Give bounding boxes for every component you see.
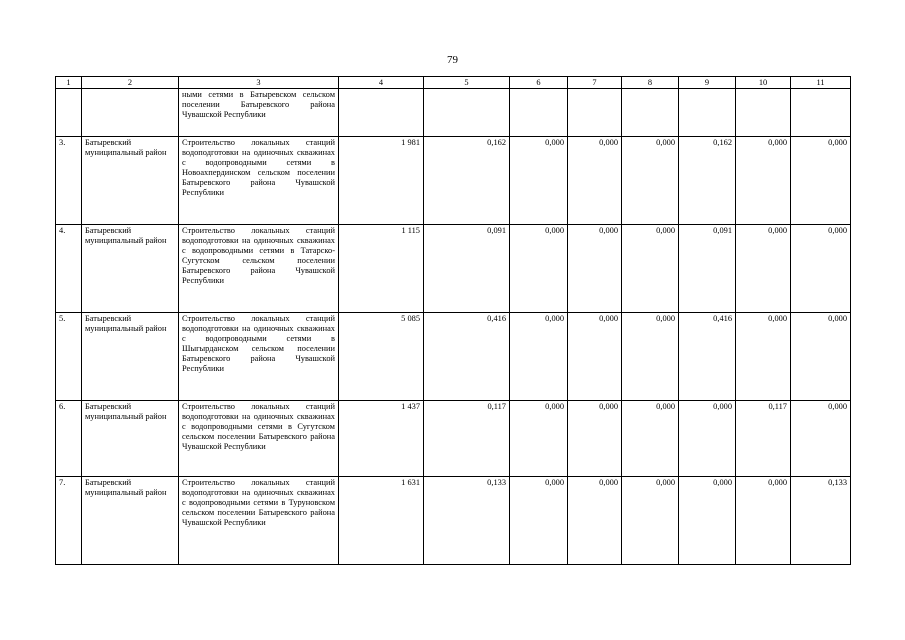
value-cell	[679, 89, 736, 137]
value-cell: 0,117	[736, 401, 791, 477]
value-cell	[339, 89, 424, 137]
description-cell: Строительство локальных станций водоподготовки на одиночных скважинах с водопроводными сетями в Сугутском сельском поселении Батыревского района Чувашской Республики	[179, 401, 339, 477]
value-cell: 0,000	[736, 225, 791, 313]
value-cell	[568, 89, 622, 137]
value-cell: 0,000	[736, 313, 791, 401]
table-row	[56, 401, 851, 477]
value-cell: 0,000	[568, 477, 622, 565]
value-cell: 0,000	[791, 137, 851, 225]
municipality-cell: Батыревский муниципальный район	[82, 477, 179, 565]
value-cell: 0,000	[622, 401, 679, 477]
table-row	[56, 225, 851, 313]
value-cell: 0,000	[622, 225, 679, 313]
column-header: 6	[510, 77, 568, 89]
column-header: 3	[179, 77, 339, 89]
value-cell: 0,416	[679, 313, 736, 401]
value-cell: 0,000	[736, 477, 791, 565]
value-cell: 0,000	[568, 225, 622, 313]
table-row	[56, 137, 851, 225]
description-cell: Строительство локальных станций водоподготовки на одиночных скважинах с водопроводными сетями в Татарско-Сугутском сельском поселении Батыревского района Чувашской Республики	[179, 225, 339, 313]
value-cell: 5 085	[339, 313, 424, 401]
value-cell: 0,162	[679, 137, 736, 225]
row-number: 7.	[56, 477, 82, 565]
value-cell: 0,000	[791, 313, 851, 401]
value-cell: 0,000	[622, 137, 679, 225]
value-cell	[791, 89, 851, 137]
table-row	[56, 477, 851, 565]
value-cell: 0,091	[679, 225, 736, 313]
value-cell: 0,000	[622, 477, 679, 565]
description-cell: Строительство локальных станций водоподготовки на одиночных скважинах с водопроводными сетями в Шыгырданском сельском поселении Батыревского района Чувашской Республики	[179, 313, 339, 401]
value-cell: 0,000	[510, 401, 568, 477]
value-cell: 0,416	[424, 313, 510, 401]
column-header: 1	[56, 77, 82, 89]
value-cell: 0,000	[791, 225, 851, 313]
value-cell: 0,091	[424, 225, 510, 313]
municipality-cell: Батыревский муниципальный район	[82, 313, 179, 401]
description-cell: ными сетями в Батыревском сельском поселении Батыревского района Чувашской Республики	[179, 89, 339, 137]
value-cell	[622, 89, 679, 137]
value-cell: 0,000	[510, 137, 568, 225]
value-cell: 0,000	[679, 401, 736, 477]
value-cell	[424, 89, 510, 137]
row-number: 5.	[56, 313, 82, 401]
value-cell: 0,133	[791, 477, 851, 565]
municipality-cell: Батыревский муниципальный район	[82, 137, 179, 225]
value-cell: 0,000	[510, 313, 568, 401]
value-cell: 1 115	[339, 225, 424, 313]
page-number: 79	[447, 54, 458, 66]
value-cell: 0,000	[736, 137, 791, 225]
description-cell: Строительство локальных станций водоподготовки на одиночных скважинах с водопроводными сетями в Новоахпердинском сельском поселении Батыревского района Чувашской Республики	[179, 137, 339, 225]
value-cell: 1 981	[339, 137, 424, 225]
value-cell: 1 631	[339, 477, 424, 565]
column-header: 7	[568, 77, 622, 89]
table-row	[56, 89, 851, 137]
row-number: 3.	[56, 137, 82, 225]
column-header: 11	[791, 77, 851, 89]
column-header: 10	[736, 77, 791, 89]
header-row	[56, 77, 851, 89]
column-header: 8	[622, 77, 679, 89]
column-header: 9	[679, 77, 736, 89]
value-cell: 0,000	[568, 401, 622, 477]
description-cell: Строительство локальных станций водоподготовки на одиночных скважинах с водопроводными сетями в Туруновском сельском поселении Батыревского района Чувашской Республики	[179, 477, 339, 565]
value-cell: 0,117	[424, 401, 510, 477]
municipality-cell: Батыревский муниципальный район	[82, 401, 179, 477]
row-number	[56, 89, 82, 137]
value-cell: 0,000	[568, 313, 622, 401]
table-row	[56, 313, 851, 401]
value-cell: 0,133	[424, 477, 510, 565]
value-cell	[510, 89, 568, 137]
value-cell: 0,000	[510, 225, 568, 313]
value-cell: 0,000	[791, 401, 851, 477]
value-cell: 0,000	[622, 313, 679, 401]
column-header: 4	[339, 77, 424, 89]
value-cell: 0,000	[510, 477, 568, 565]
value-cell: 0,000	[679, 477, 736, 565]
column-header: 5	[424, 77, 510, 89]
municipality-cell	[82, 89, 179, 137]
row-number: 6.	[56, 401, 82, 477]
value-cell: 0,162	[424, 137, 510, 225]
value-cell: 1 437	[339, 401, 424, 477]
value-cell: 0,000	[568, 137, 622, 225]
column-header: 2	[82, 77, 179, 89]
row-number: 4.	[56, 225, 82, 313]
data-table	[55, 76, 851, 565]
municipality-cell: Батыревский муниципальный район	[82, 225, 179, 313]
value-cell	[736, 89, 791, 137]
